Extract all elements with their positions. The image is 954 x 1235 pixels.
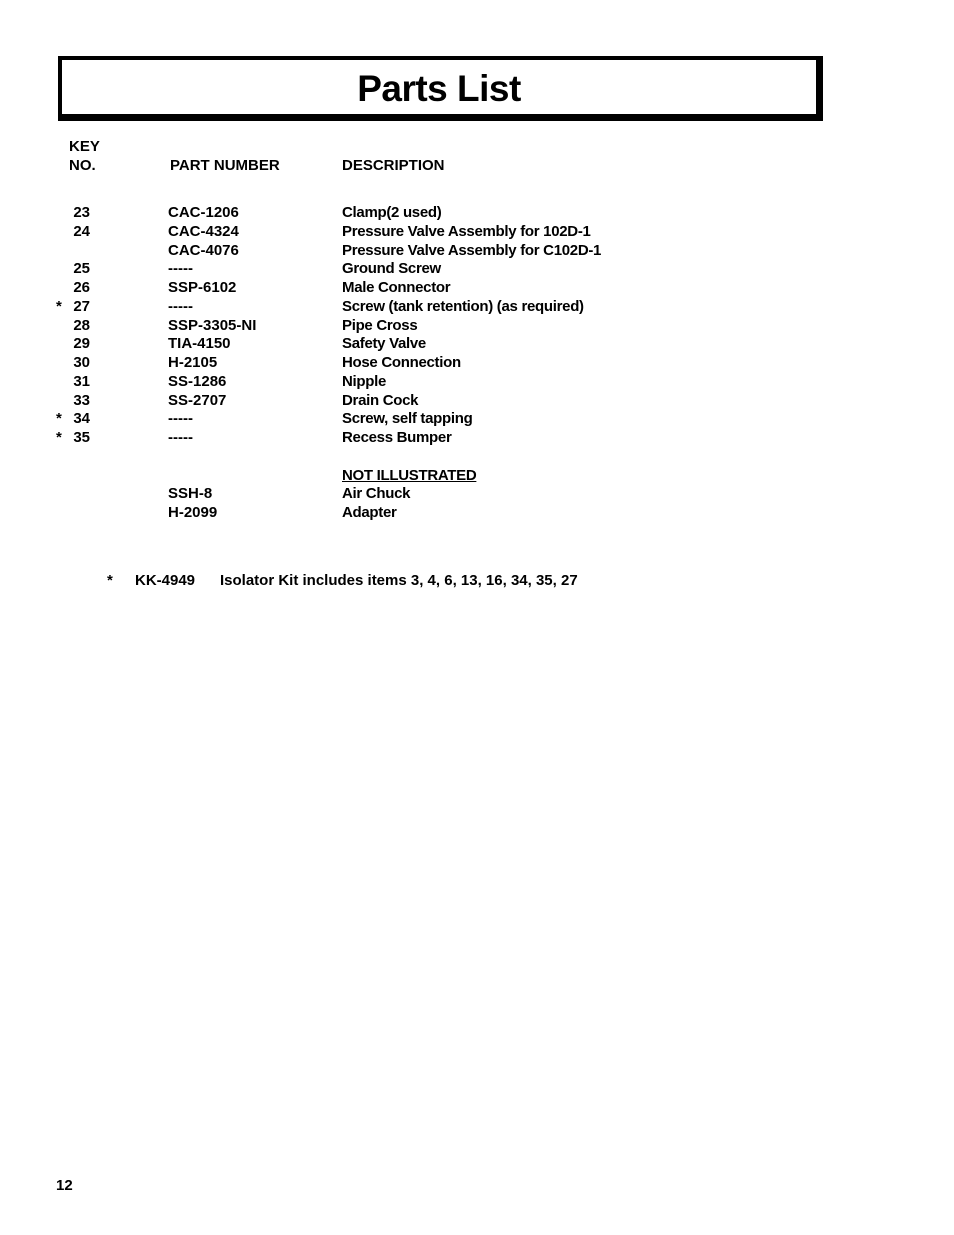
part-description: Air Chuck — [342, 485, 411, 503]
part-description: Recess Bumper — [342, 429, 452, 446]
parts-table — [0, 204, 954, 523]
table-row — [0, 410, 954, 429]
spacer — [0, 448, 954, 467]
table-row — [0, 392, 954, 411]
part-description: Safety Valve — [342, 335, 426, 353]
table-row — [0, 504, 954, 523]
part-number: TIA-4150 — [168, 335, 231, 353]
part-description: Screw (tank retention) (as required) — [342, 297, 584, 315]
part-number: SS-2707 — [168, 391, 227, 409]
title-box — [58, 56, 823, 121]
not-illustrated-heading-row — [0, 467, 954, 486]
key-header-line2: NO. — [69, 157, 96, 174]
table-row — [0, 204, 954, 223]
footnote-asterisk: * — [107, 572, 113, 589]
table-row — [0, 279, 954, 298]
key-number: 31 — [73, 372, 90, 390]
part-description: Pressure Valve Assembly for 102D-1 — [342, 222, 591, 240]
part-number: H-2099 — [168, 504, 218, 521]
key-number: 30 — [73, 354, 90, 371]
table-row — [0, 260, 954, 279]
asterisk-marker: * — [56, 297, 62, 315]
part-description: Ground Screw — [342, 260, 441, 278]
footnote-description: Isolator Kit includes items 3, 4, 6, 13, 16, 34, 35, 27 — [220, 572, 578, 589]
asterisk-marker: * — [56, 429, 62, 446]
part-number: ----- — [168, 429, 193, 446]
part-description: Adapter — [342, 504, 397, 521]
table-row — [0, 335, 954, 354]
part-description: Clamp(2 used) — [342, 204, 442, 221]
part-number: CAC-4076 — [168, 241, 239, 259]
key-number: 34 — [73, 410, 90, 428]
table-row — [0, 373, 954, 392]
part-description: Pipe Cross — [342, 316, 418, 334]
table-row — [0, 298, 954, 317]
part-number: SSP-3305-NI — [168, 316, 257, 334]
key-number: 27 — [73, 297, 90, 315]
key-number: 25 — [73, 260, 90, 278]
key-number: 24 — [73, 222, 90, 240]
part-description: Male Connector — [342, 279, 451, 296]
part-description: Nipple — [342, 372, 387, 390]
footnote-part-number: KK-4949 — [135, 572, 196, 589]
part-number: H-2105 — [168, 354, 218, 371]
table-row — [0, 223, 954, 242]
key-number: 23 — [73, 204, 90, 221]
page-title: Parts List — [357, 67, 521, 109]
part-number: CAC-4324 — [168, 222, 239, 240]
key-number: 26 — [73, 279, 90, 296]
part-number: CAC-1206 — [168, 204, 239, 221]
part-number-header: PART NUMBER — [170, 157, 280, 174]
key-number: 33 — [73, 391, 90, 409]
part-number: ----- — [168, 410, 193, 428]
part-number: SS-1286 — [168, 372, 227, 390]
key-number: 28 — [73, 316, 90, 334]
description-header: DESCRIPTION — [342, 157, 445, 174]
part-number: ----- — [168, 297, 193, 315]
table-row — [0, 354, 954, 373]
key-number: 35 — [73, 429, 90, 446]
table-row — [0, 317, 954, 336]
part-number: SSH-8 — [168, 485, 213, 503]
asterisk-marker: * — [56, 410, 62, 428]
table-row — [0, 485, 954, 504]
part-description: Pressure Valve Assembly for C102D-1 — [342, 241, 602, 259]
table-row — [0, 429, 954, 448]
part-description: Hose Connection — [342, 354, 461, 371]
page-number: 12 — [56, 1177, 73, 1194]
part-number: ----- — [168, 260, 193, 278]
key-number: 29 — [73, 335, 90, 353]
part-description: Screw, self tapping — [342, 410, 473, 428]
part-number: SSP-6102 — [168, 279, 237, 296]
key-header-line1: KEY — [69, 138, 100, 155]
part-description: Drain Cock — [342, 391, 419, 409]
not-illustrated-heading: NOT ILLUSTRATED — [342, 466, 477, 484]
table-row — [0, 242, 954, 261]
key-no-header — [69, 137, 100, 175]
